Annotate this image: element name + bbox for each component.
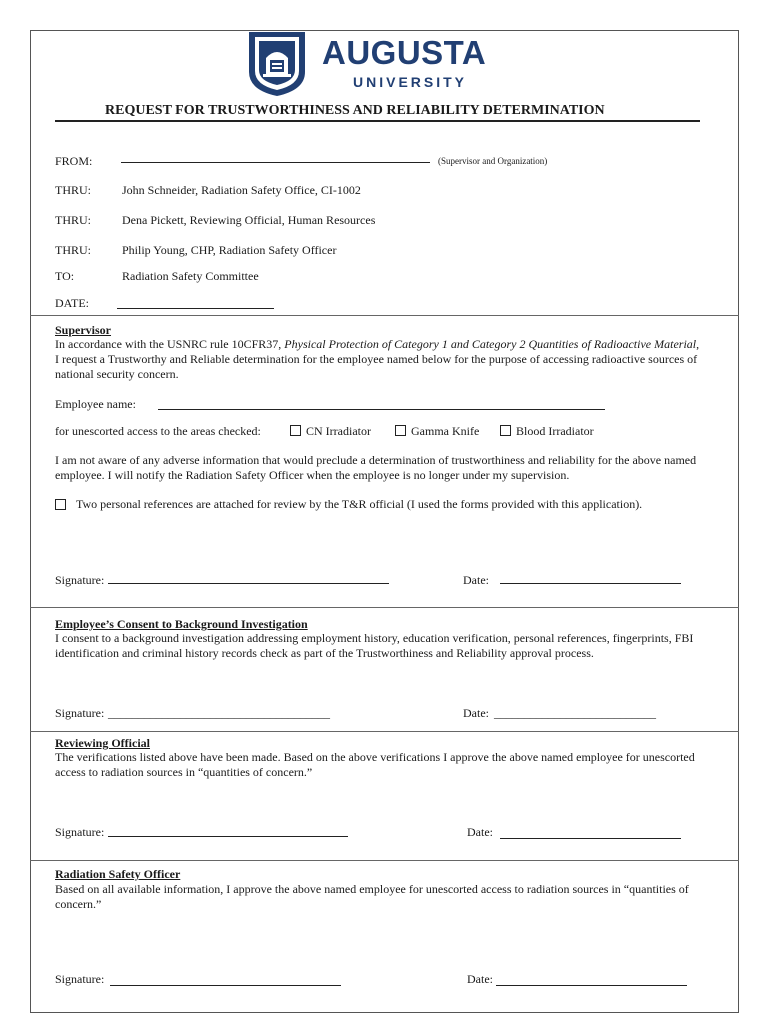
- gamma-knife-checkbox[interactable]: [395, 425, 406, 436]
- form-title: REQUEST FOR TRUSTWORTHINESS AND RELIABILITY DETERMINATION: [105, 103, 605, 118]
- thru3-label: THRU:: [55, 243, 91, 257]
- reviewing-text: The verifications listed above have been made. Based on the above verifications I approve the above named employee for unescorted access to radiation sources in “quantities of concern.”: [55, 750, 695, 779]
- employee-date-field[interactable]: ___________________________: [494, 706, 656, 720]
- consent-heading: Employee’s Consent to Background Investigation: [55, 617, 308, 631]
- section-divider: [30, 860, 739, 861]
- to-label: TO:: [55, 269, 75, 283]
- consent-text: I consent to a background investigation addressing employment history, education verification, personal references, fingerprints, FBI identification and criminal history records check as part of the Trustworthiness and Reliability approval process.: [55, 631, 694, 660]
- cn-irradiator-label: CN Irradiator: [306, 424, 371, 438]
- form-border: [30, 30, 739, 1013]
- university-logo: [246, 30, 508, 98]
- supervisor-statement: [55, 337, 705, 382]
- employee-date-label: Date:: [463, 706, 489, 720]
- employee-name-label: Employee name:: [55, 397, 136, 411]
- rso-text: Based on all available information, I approve the above named employee for unescorted access to radiation sources in “quantities of concern.”: [55, 882, 689, 911]
- reviewing-date-label: Date:: [467, 825, 493, 839]
- reviewing-heading: Reviewing Official: [55, 736, 150, 750]
- gamma-knife-label: Gamma Knife: [411, 424, 480, 438]
- references-label: Two personal references are attached for review by the T&R official (I used the forms provided with this application).: [76, 497, 643, 511]
- section-divider: [30, 315, 739, 316]
- reviewing-signature-label: Signature:: [55, 825, 105, 839]
- from-label: FROM:: [55, 154, 93, 168]
- thru1-label: THRU:: [55, 183, 91, 197]
- thru3-value: Philip Young, CHP, Radiation Safety Officer: [122, 243, 337, 257]
- thru1-value: John Schneider, Radiation Safety Office, CI-1002: [122, 183, 361, 197]
- to-value: Radiation Safety Committee: [122, 269, 259, 283]
- from-hint: (Supervisor and Organization): [438, 156, 548, 166]
- employee-name-field[interactable]: [158, 409, 605, 410]
- supervisor-date-label: Date:: [463, 573, 489, 587]
- date-field[interactable]: [117, 308, 274, 309]
- date-label: DATE:: [55, 296, 89, 310]
- statement-part: In accordance with the USNRC rule 10CFR37,: [55, 337, 285, 351]
- reviewing-date-field[interactable]: [500, 838, 681, 839]
- blood-irradiator-label: Blood Irradiator: [516, 424, 594, 438]
- statement-part: , I request a Trustworthy and Reliable determination for the employee named below for the purpose of accessing radioactive sources of national security concern.: [55, 337, 700, 381]
- references-checkbox[interactable]: [55, 499, 66, 510]
- cn-irradiator-checkbox[interactable]: [290, 425, 301, 436]
- rso-date-label: Date:: [467, 972, 493, 986]
- supervisor-signature-label: Signature:: [55, 573, 105, 587]
- section-divider: [30, 607, 739, 608]
- logo-subtitle: UNIVERSITY: [353, 74, 468, 90]
- supervisor-heading: Supervisor: [55, 323, 112, 337]
- rso-signature-field[interactable]: [110, 985, 341, 986]
- from-field[interactable]: [121, 162, 430, 163]
- employee-signature-field[interactable]: _____________________________________: [108, 706, 330, 720]
- employee-signature-label: Signature:: [55, 706, 105, 720]
- supervisor-attestation: I am not aware of any adverse information that would preclude a determination of trustworthiness and reliability for the above named employee. I will notify the Radiation Safety Officer when the employee is no longer under my supervision.: [55, 453, 697, 482]
- rso-signature-label: Signature:: [55, 972, 105, 986]
- logo-name: AUGUSTA: [322, 34, 487, 71]
- supervisor-signature-field[interactable]: [108, 583, 389, 584]
- thru2-label: THRU:: [55, 213, 91, 227]
- rule-title: Physical Protection of Category 1 and Category 2 Quantities of Radioactive Material: [284, 337, 697, 351]
- title-rule: [55, 120, 700, 122]
- rso-date-field[interactable]: [496, 985, 687, 986]
- rso-heading: Radiation Safety Officer: [55, 867, 181, 881]
- thru2-value: Dena Pickett, Reviewing Official, Human Resources: [122, 213, 376, 227]
- section-divider: [30, 731, 739, 732]
- reviewing-signature-field[interactable]: [108, 836, 348, 837]
- blood-irradiator-checkbox[interactable]: [500, 425, 511, 436]
- shield-logo-icon: [246, 30, 308, 98]
- supervisor-date-field[interactable]: [500, 583, 681, 584]
- areas-label: for unescorted access to the areas checked:: [55, 424, 261, 438]
